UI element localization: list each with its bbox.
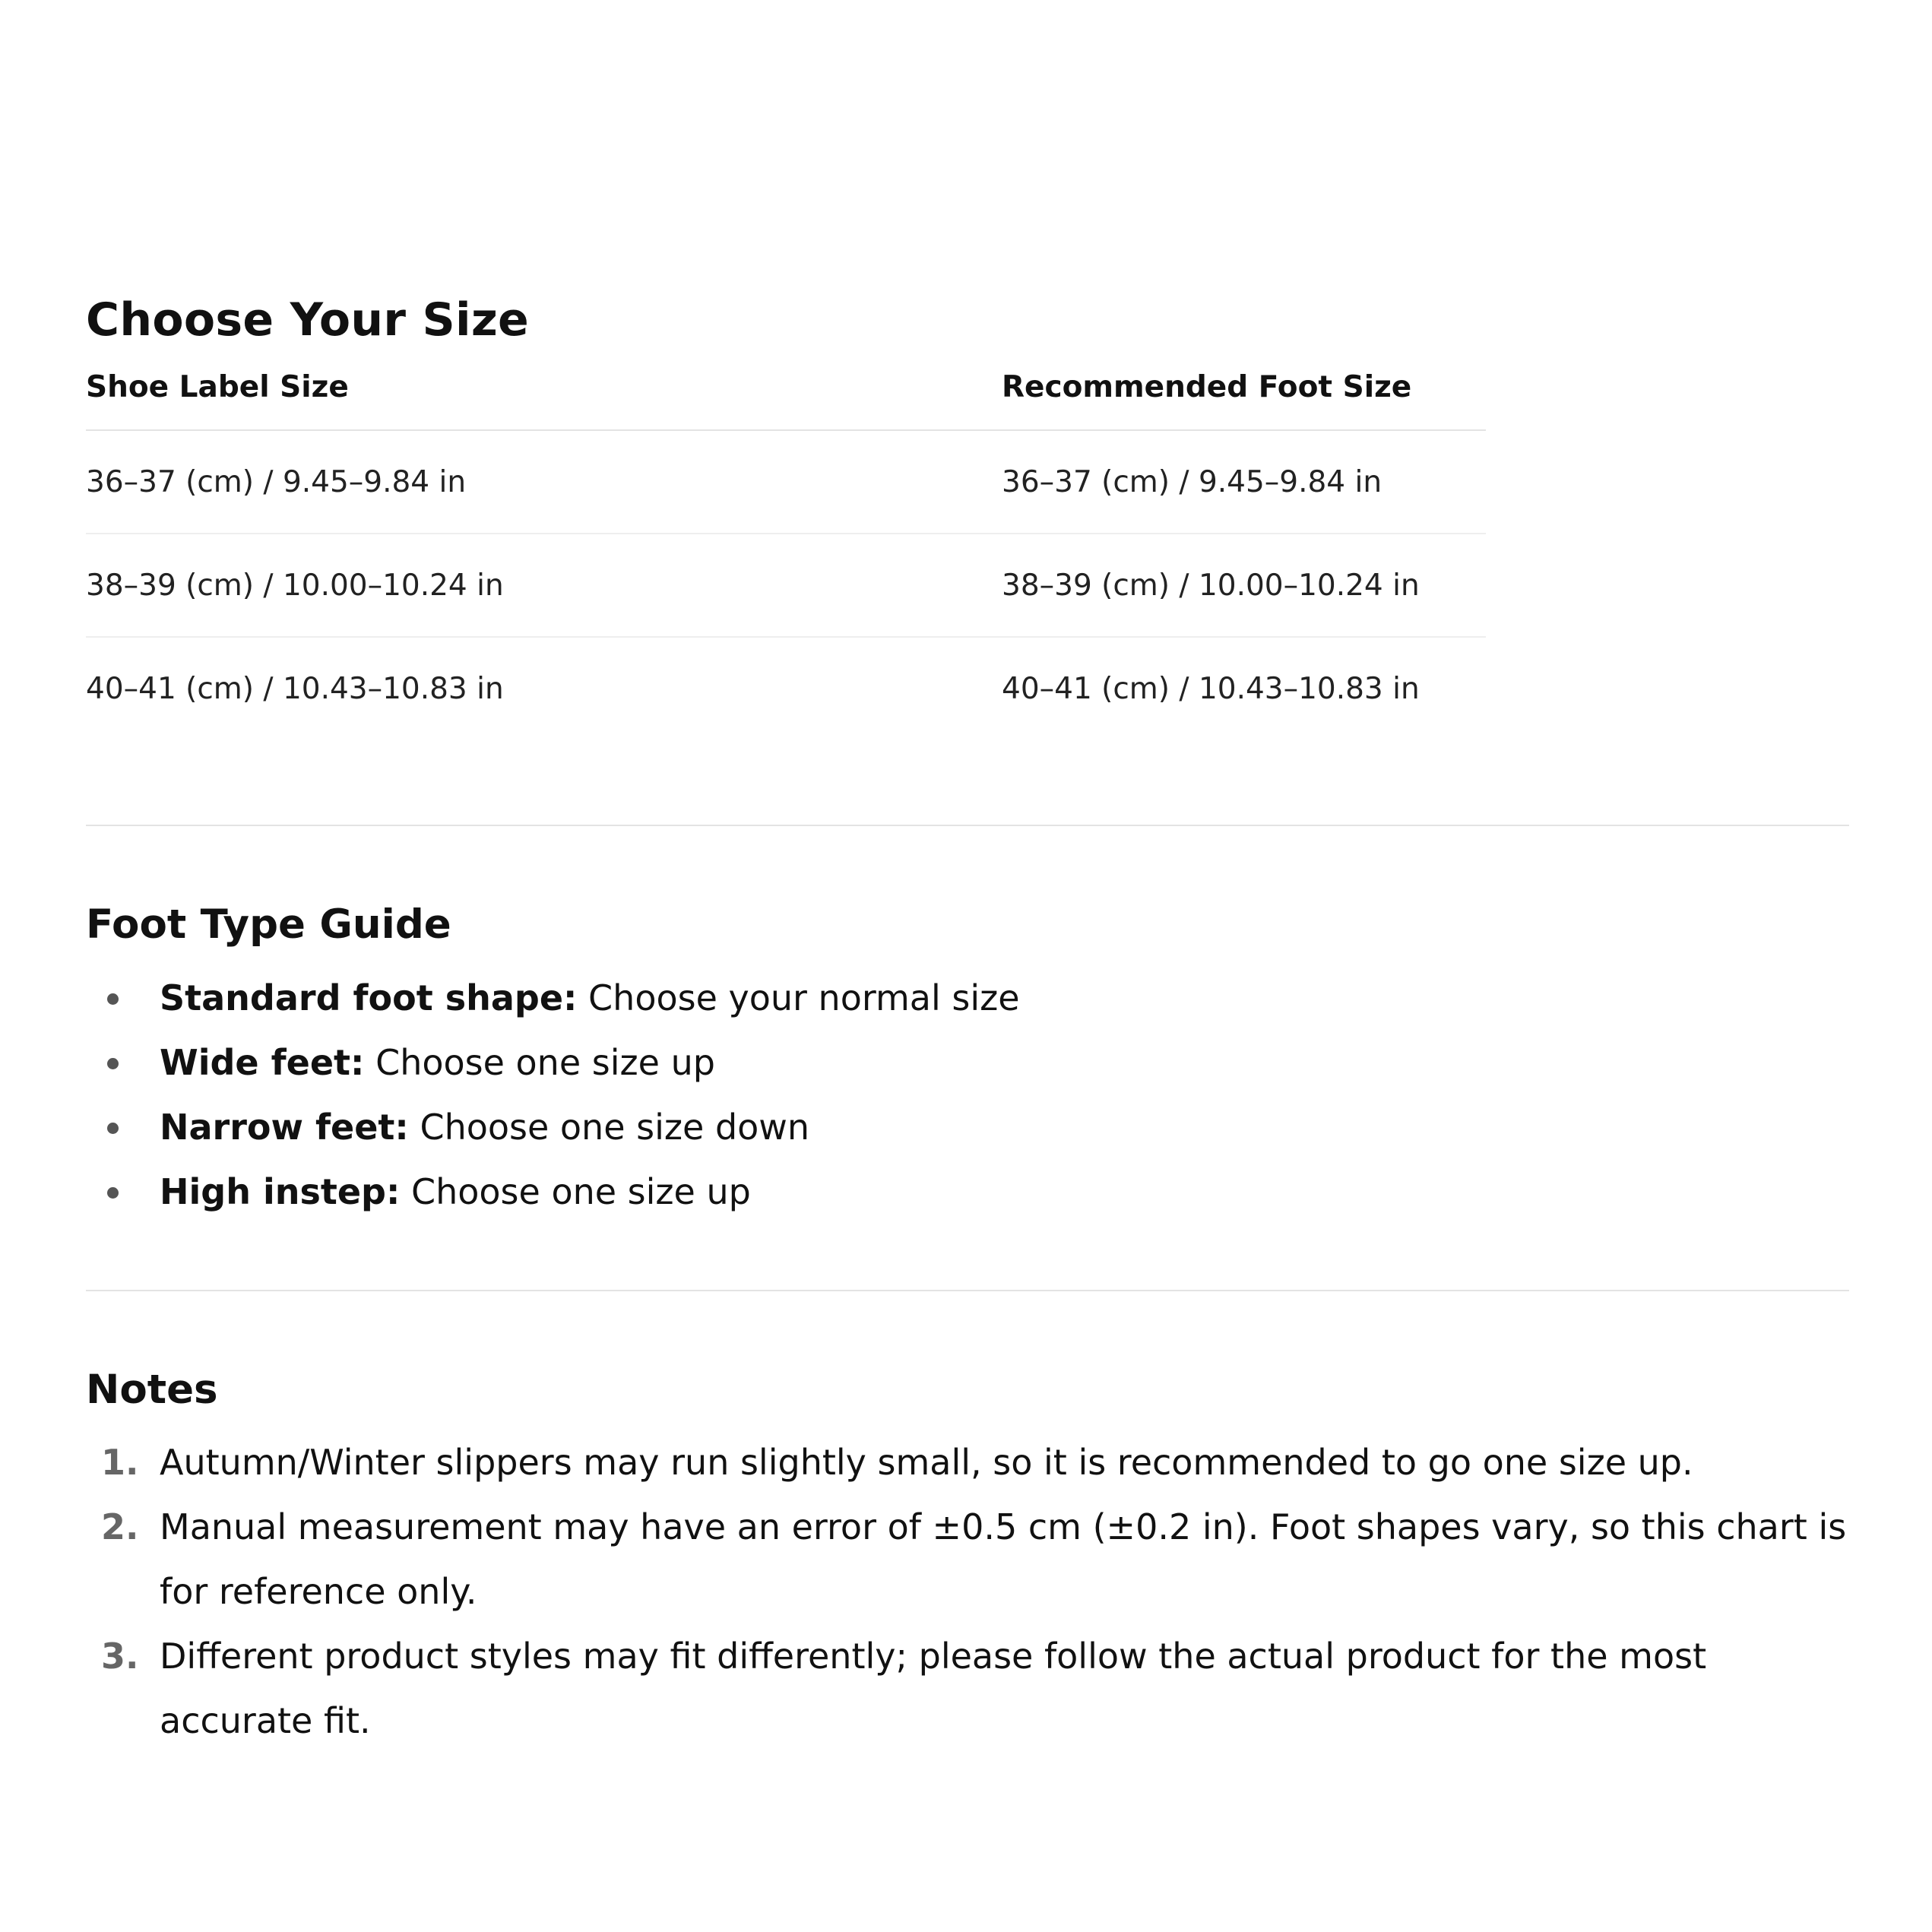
list-item bbox=[86, 966, 1849, 1031]
foot-type-label: High instep: bbox=[160, 1170, 401, 1212]
foot-type-advice: Choose one size up bbox=[411, 1170, 751, 1212]
foot-type-advice: Choose one size down bbox=[420, 1106, 810, 1148]
table-cell: 38–39 (cm) / 10.00–10.24 in bbox=[1002, 534, 1486, 637]
note-number: 1. bbox=[101, 1442, 139, 1484]
foot-type-label: Wide feet: bbox=[160, 1041, 365, 1083]
foot-type-label: Standard foot shape: bbox=[160, 977, 578, 1018]
foot-type-guide-title: Foot Type Guide bbox=[86, 901, 451, 948]
section-divider bbox=[86, 825, 1849, 826]
table-cell: 36–37 (cm) / 9.45–9.84 in bbox=[86, 430, 1002, 534]
table-cell: 36–37 (cm) / 9.45–9.84 in bbox=[1002, 430, 1486, 534]
notes-title: Notes bbox=[86, 1366, 218, 1413]
notes-list bbox=[86, 1430, 1849, 1753]
bullet-icon bbox=[107, 1187, 119, 1199]
table-cell: 40–41 (cm) / 10.43–10.83 in bbox=[86, 671, 504, 706]
list-item bbox=[86, 1430, 1862, 1495]
column-header-recommended-foot-size: Recommended Foot Size bbox=[1002, 370, 1486, 430]
foot-type-label: Narrow feet: bbox=[160, 1106, 409, 1148]
table-row bbox=[86, 637, 1486, 740]
list-item bbox=[86, 1624, 1862, 1753]
page-title: Choose Your Size bbox=[86, 293, 530, 347]
note-text: Different product styles may fit differently; please follow the actual product for the most accurate fit. bbox=[160, 1636, 1707, 1742]
list-item bbox=[86, 1095, 1849, 1160]
list-item bbox=[86, 1031, 1849, 1095]
note-text: Manual measurement may have an error of ±0.5 cm (±0.2 in). Foot shapes vary, so this chart is for reference only. bbox=[160, 1506, 1847, 1613]
bullet-icon bbox=[107, 1123, 119, 1134]
bullet-icon bbox=[107, 1058, 119, 1069]
bullet-icon bbox=[107, 993, 119, 1005]
table-cell: 38–39 (cm) / 10.00–10.24 in bbox=[86, 534, 1002, 637]
note-number: 2. bbox=[101, 1506, 139, 1548]
size-guide-page bbox=[86, 293, 1849, 1753]
note-text: Autumn/Winter slippers may run slightly small, so it is recommended to go one size up. bbox=[160, 1442, 1693, 1484]
foot-type-list bbox=[86, 966, 1849, 1224]
table-row bbox=[86, 534, 1486, 637]
table-header-row bbox=[86, 370, 1486, 430]
table-row bbox=[86, 430, 1486, 534]
section-divider bbox=[86, 1290, 1849, 1291]
foot-type-advice: Choose your normal size bbox=[588, 977, 1020, 1018]
column-header-shoe-label-size: Shoe Label Size bbox=[86, 370, 1002, 430]
list-item bbox=[86, 1160, 1849, 1224]
note-number: 3. bbox=[101, 1636, 139, 1677]
foot-type-advice: Choose one size up bbox=[375, 1041, 715, 1083]
list-item bbox=[86, 1495, 1862, 1624]
size-table bbox=[86, 370, 1486, 740]
table-cell: 40–41 (cm) / 10.43–10.83 in bbox=[1002, 671, 1420, 706]
